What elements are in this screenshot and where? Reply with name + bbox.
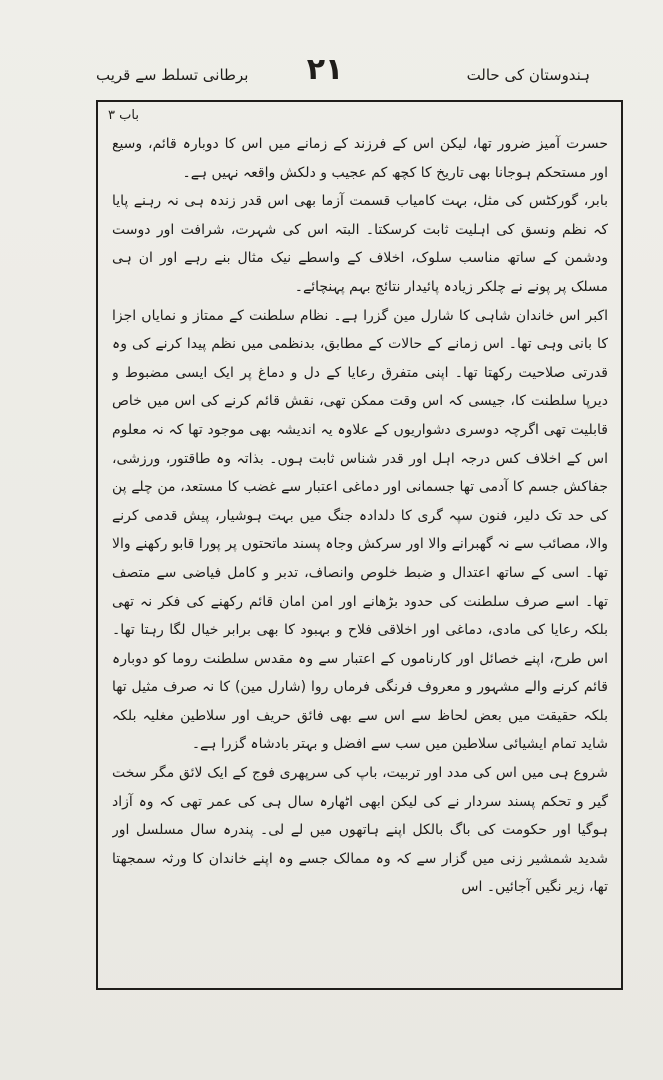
paragraph: شروع ہی میں اس کی مدد اور تربیت، باپ کی سرپھری فوج کے ایک لائق مگر سخت گیر و تحکم پسند سردار نے کی لیکن ابھی اٹھارہ سال ہی کی عمر تھی کہ وہ آزاد ہوگیا اور حکومت کی باگ بالکل اپنے ہاتھوں میں لے لی۔ پندرہ سال مسلسل اور شدید شمشیر زنی میں گزار سے کہ وہ ممالک جسے وہ اپنے خاندان کا ورثہ سمجھتا تھا، زیر نگیں آجائیں۔ اس — [112, 765, 608, 896]
page-header — [60, 52, 590, 96]
running-title-right: ہندوستان کی حالت — [466, 66, 590, 84]
body-text — [112, 130, 608, 902]
paragraph: اکبر اس خاندان شاہی کا شارل مین گزرا ہے۔ نظام سلطنت کے ممتاز و نمایاں اجزا کا بانی وہی تھا۔ اس زمانے کے حالات کے مطابق، بدنظمی میں نظم پیدا کرنے کی وہ قدرتی صلاحیت رکھتا تھا۔ اپنی متفرق رعایا کے دل و دماغ پر ایک ایسی مضبوط و دیرپا سلطنت کا، جیسی کہ اس وقت ممکن تھی، نقش قائم کرنے کی اس میں خاص قابلیت تھی اگرچہ دوسری دشواریوں کے علاوہ یہ اندیشہ بھی موجود تھا کہ نہ معلوم اس کے اخلاف کس درجہ اہل اور قدر شناس ثابت ہوں۔ بذاتہ وہ طاقتور، ورزشی، جفاکش جسم کا آدمی تھا جسمانی اور دماغی اعتبار سے غضب کا مستعد، من چلے پن کی حد تک دلیر، فنون سپہ گری کا دلدادہ جنگ میں بہت ہوشیار، پیش قدمی کرنے والا، مصائب سے نہ گھبرانے والا اور سرکش وجاہ پسند ماتحتوں پر پورا قابو رکھنے والا تھا۔ اسی کے ساتھ اعتدال و ضبط خلوص وانصاف، تدبر و کامل فیاضی سے متصف تھا۔ اسے صرف سلطنت کی حدود بڑھانے اور امن امان قائم رکھنے کی فکر نہ تھی بلکہ رعایا کی مادی، دماغی اور اخلاقی فلاح و بہبود کا بھی برابر خیال لگا رہتا تھا۔ اس طرح، اپنے خصائل اور کارناموں کے اعتبار سے وہ مقدس سلطنت روما کو دوبارہ قائم کرنے والے مشہور و معروف فرنگی فرماں روا (شارل مین) کا نہ صرف مثیل تھا بلکہ حقیقت میں بعض لحاظ سے اس سے بھی فائق حریف اور سلاطین مغلیہ بلکہ شاید تمام ایشیائی سلاطین میں سب سے افضل و بہتر بادشاہ گزرا ہے۔ — [112, 307, 608, 753]
chapter-label: باب ۳ — [108, 108, 139, 123]
running-title-left: برطانی تسلط سے قریب — [96, 66, 249, 84]
paragraph: حسرت آمیز ضرور تھا، لیکن اس کے فرزند کے زمانے میں اس کا دوبارہ قائم، وسیع اور مستحکم ہوجانا بھی تاریخ کا کچھ کم عجیب و دلکش واقعہ نہیں ہے۔ — [112, 136, 608, 181]
paragraph: بابر، گورکٹس کی مثل، بہت کامیاب قسمت آزما بھی اس قدر زندہ ہی نہ رہنے پایا کہ نظم ونسق کی اہلیت ثابت کرسکتا۔ البتہ اس کی شہرت، شرافت اور دوست ودشمن کے ساتھ مناسب سلوک، اخلاف کے واسطے نیک مثال بنے رہے اور ان ہی مسلک پر پونے نے چلکر زیادہ پائیدار نتائج بہم پہنچائے۔ — [112, 193, 608, 295]
page-number: ۲۱ — [306, 52, 344, 87]
